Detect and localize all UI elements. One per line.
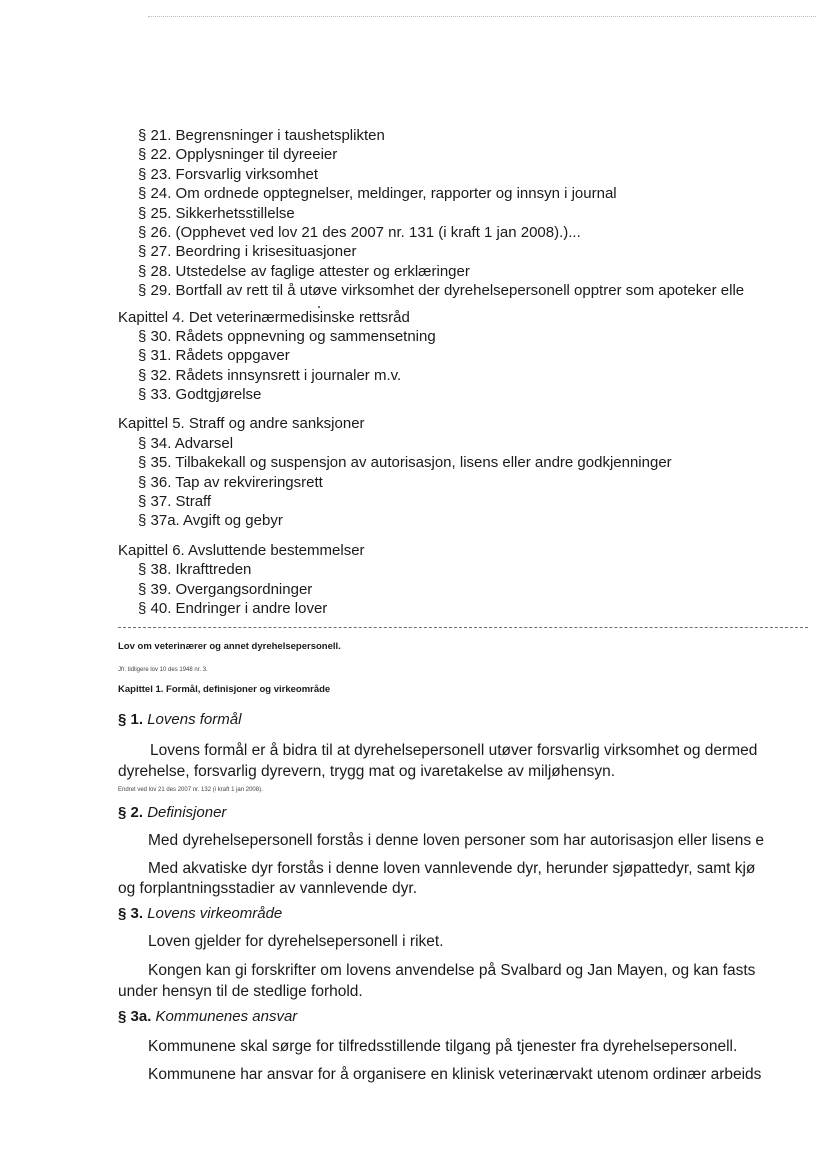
section-divider [118, 627, 808, 628]
section-1-text-line-1: Lovens formål er å bidra til at dyrehelsepersonell utøver forsvarlig virksomhet og dermed [150, 742, 758, 759]
section-3-paragraph-1: Loven gjelder for dyrehelsepersonell i riket. [148, 933, 444, 950]
section-3a-paragraph-2: Kommunene har ansvar for å organisere en klinisk veterinærvakt utenom ordinær arbeids [148, 1066, 762, 1083]
toc-chapter-6[interactable]: Kapittel 6. Avsluttende bestemmelser [118, 541, 365, 559]
toc-item-26[interactable]: § 26. (Opphevet ved lov 21 des 2007 nr. 131 (i kraft 1 jan 2008).)... [138, 223, 581, 241]
toc-item-28[interactable]: § 28. Utstedelse av faglige attester og erklæringer [138, 262, 470, 280]
section-2-heading [118, 804, 226, 821]
toc-item-35[interactable]: § 35. Tilbakekall og suspensjon av autorisasjon, lisens eller andre godkjenninger [138, 454, 672, 472]
section-3-heading [118, 905, 282, 922]
toc-item-36[interactable]: § 36. Tap av rekvireringsrett [138, 473, 323, 491]
section-name: Lovens formål [147, 711, 242, 728]
toc-item-25[interactable]: § 25. Sikkerhetsstillelse [138, 204, 295, 222]
section-number: § 2. [118, 804, 144, 821]
toc-item-22[interactable]: § 22. Opplysninger til dyreeier [138, 146, 338, 164]
section-number: § 1. [118, 711, 144, 728]
toc-item-30[interactable]: § 30. Rådets oppnevning og sammensetning [138, 327, 436, 345]
section-name: Kommunenes ansvar [155, 1008, 298, 1025]
section-1-text-line-2: dyrehelse, forsvarlig dyrevern, trygg mat og ivaretakelse av miljøhensyn. [118, 763, 616, 780]
toc-item-34[interactable]: § 34. Advarsel [138, 434, 234, 452]
toc-item-24[interactable]: § 24. Om ordnede opptegnelser, meldinger, rapporter og innsyn i journal [138, 185, 617, 203]
section-3a-heading [118, 1008, 297, 1025]
table-of-contents [0, 126, 826, 618]
section-3-paragraph-2-line-1: Kongen kan gi forskrifter om lovens anvendelse på Svalbard og Jan Mayen, og kan fasts [148, 962, 756, 979]
toc-item-33[interactable]: § 33. Godtgjørelse [138, 386, 262, 404]
section-2-paragraph-2-line-2: og forplantningsstadier av vannlevende dyr. [118, 880, 418, 897]
toc-chapter-4[interactable]: Kapittel 4. Det veterinærmedisinske rettsråd [118, 308, 410, 326]
toc-item-37a[interactable]: § 37a. Avgift og gebyr [138, 512, 283, 530]
toc-item-21[interactable]: § 21. Begrensninger i taushetsplikten [138, 127, 385, 144]
section-name: Lovens virkeområde [147, 905, 283, 922]
chapter-1-title: Kapittel 1. Formål, definisjoner og virkeområde [118, 684, 331, 695]
toc-item-29[interactable]: § 29. Bortfall av rett til å utøve virksomhet der dyrehelsepersonell opptrer som apoteker elle [138, 282, 745, 300]
toc-item-31[interactable]: § 31. Rådets oppgaver [138, 347, 290, 365]
toc-item-37[interactable]: § 37. Straff [138, 493, 212, 511]
section-number: § 3. [118, 905, 144, 922]
toc-chapter-5[interactable]: Kapittel 5. Straff og andre sanksjoner [118, 415, 365, 433]
section-3a-paragraph-1: Kommunene skal sørge for tilfredsstillende tilgang på tjenester fra dyrehelsepersonell. [148, 1038, 738, 1055]
toc-item-40[interactable]: § 40. Endringer i andre lover [138, 599, 328, 617]
top-dotted-rule [148, 16, 816, 17]
section-2-paragraph-2-line-1: Med akvatiske dyr forstås i denne loven vannlevende dyr, herunder sjøpattedyr, samt kjø [148, 860, 756, 877]
toc-item-32[interactable]: § 32. Rådets innsynsrett i journaler m.v. [138, 366, 402, 384]
section-2-paragraph-1: Med dyrehelsepersonell forstås i denne loven personer som har autorisasjon eller lisens e [148, 832, 765, 849]
scan-speck [318, 306, 320, 308]
section-name: Definisjoner [147, 804, 227, 821]
section-1-amend-note: Endret ved lov 21 des 2007 nr. 132 (i kraft 1 jan 2008). [118, 787, 263, 793]
toc-item-38[interactable]: § 38. Ikrafttreden [138, 561, 252, 579]
law-title: Lov om veterinærer og annet dyrehelsepersonell. [118, 641, 341, 652]
section-number: § 3a. [118, 1008, 152, 1025]
section-1-heading [118, 711, 241, 728]
toc-item-23[interactable]: § 23. Forsvarlig virksomhet [138, 165, 319, 183]
repeal-note: Jfr. tidligere lov 10 des 1948 nr. 3. [118, 667, 208, 673]
toc-item-39[interactable]: § 39. Overgangsordninger [138, 580, 313, 598]
section-3-paragraph-2-line-2: under hensyn til de stedlige forhold. [118, 983, 363, 1000]
toc-item-27[interactable]: § 27. Beordring i krisesituasjoner [138, 243, 357, 261]
